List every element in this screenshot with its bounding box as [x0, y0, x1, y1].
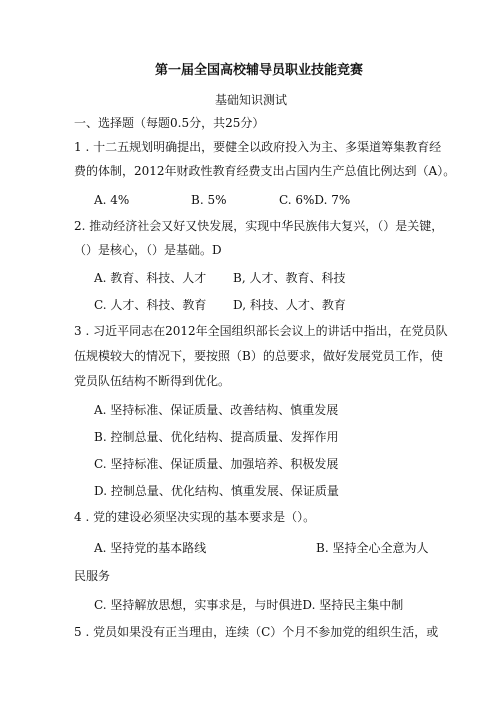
- document-subtitle: 基础知识测试: [215, 93, 288, 107]
- question-2-option-d: D, 科技、人才、教育: [233, 298, 346, 312]
- question-3-line-1: 3 . 习近平同志在2012年全国组织部长会议上的讲话中指出，在党员队: [74, 324, 448, 338]
- question-3-line-2: 伍规模较大的情况下，要按照（B）的总要求，做好发展党员工作，使: [74, 349, 443, 363]
- question-4-option-b-continued: 民服务: [74, 569, 111, 583]
- document-title: 第一届全国高校辅导员职业技能竞赛: [155, 63, 364, 78]
- question-1-line-2: 费的体制，2012年财政性教育经费支出占国内生产总值比例达到（A）。: [74, 164, 456, 178]
- question-4-option-a: A. 坚持党的基本路线: [94, 541, 207, 555]
- section-heading: 一、选择题（每题0.5分，共25分）: [74, 116, 265, 130]
- question-2-option-a: A. 教育、科技、人才: [94, 271, 207, 285]
- question-4-option-b: B. 坚持全心全意为人: [316, 541, 429, 555]
- question-2-line-1: 2. 推动经济社会又好又快发展，实现中华民族伟大复兴，（）是关键，: [74, 219, 444, 233]
- question-1-option-a: A. 4%: [94, 193, 130, 207]
- question-3-line-3: 党员队伍结构不断得到优化。: [74, 374, 231, 388]
- question-4-line-1: 4 . 党的建设必须坚决实现的基本要求是（）。: [74, 510, 316, 524]
- question-5-line-1: 5 . 党员如果没有正当理由，连续（C）个月不参加党的组织生活，或: [74, 625, 439, 639]
- question-3-option-a: A. 坚持标准、保证质量、改善结构、慎重发展: [94, 403, 339, 417]
- question-2-option-b: B, 人才、教育、科技: [233, 271, 346, 285]
- question-3-option-d: D. 控制总量、优化结构、慎重发展、保证质量: [94, 484, 339, 498]
- question-1-option-cd: C. 6%D. 7%: [279, 193, 351, 207]
- question-1-line-1: 1 . 十二五规划明确提出，要健全以政府投入为主、多渠道筹集教育经: [74, 140, 442, 154]
- question-1-option-b: B. 5%: [191, 193, 227, 207]
- question-2-line-2: （）是核心，（）是基础。D: [74, 243, 222, 257]
- question-3-option-c: C. 坚持标准、保证质量、加强培养、积极发展: [94, 457, 339, 471]
- question-3-option-b: B. 控制总量、优化结构、提高质量、发挥作用: [94, 430, 339, 444]
- question-4-option-cd: C. 坚持解放思想，实事求是，与时俱进D. 坚持民主集中制: [94, 598, 404, 612]
- question-2-option-c: C. 人才、科技、教育: [94, 298, 207, 312]
